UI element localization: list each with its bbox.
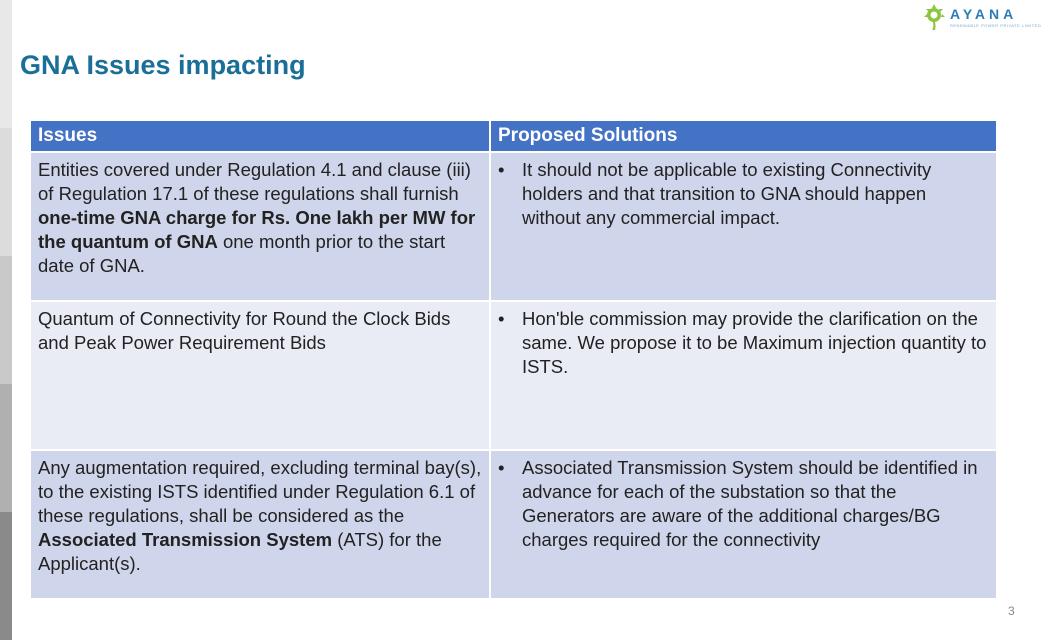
solution-cell: • Hon'ble commission may provide the clarification on the same. We propose it to be Maximum injection quantity to ISTS. [490, 301, 997, 450]
table-row [31, 450, 997, 598]
company-logo [920, 0, 1041, 34]
bullet-icon: • [498, 308, 505, 329]
header-proposed-solutions: Proposed Solutions [490, 121, 997, 152]
page-title: GNA Issues impacting [20, 50, 306, 80]
solution-cell: • Associated Transmission System should be identified in advance for each of the substation so that the Generators are aware of the additional charges/BG charges required for the connectivity [490, 450, 997, 598]
side-decoration-strip [0, 0, 12, 640]
logo-name: AYANA [950, 6, 1018, 22]
table-row [31, 301, 997, 450]
issue-cell: Entities covered under Regulation 4.1 and clause (iii) of Regulation 17.1 of these regulations shall furnish one-time GNA charge for Rs. One lakh per MW for the quantum of GNA one month prior to the start date of GNA. [31, 152, 490, 301]
table-header-row [31, 121, 997, 152]
solution-cell: • It should not be applicable to existing Connectivity holders and that transition to GNA should happen without any commercial impact. [490, 152, 997, 301]
leaf-sun-icon [922, 1, 948, 31]
header-issues: Issues [31, 121, 490, 152]
issue-cell: Any augmentation required, excluding terminal bay(s), to the existing ISTS identified under Regulation 6.1 of these regulations, shall be considered as the Associated Transmission System (ATS) for the Applicant(s). [31, 450, 490, 598]
table-row [31, 152, 997, 301]
bullet-icon: • [498, 159, 505, 180]
issues-table [31, 121, 998, 598]
issue-cell: Quantum of Connectivity for Round the Clock Bids and Peak Power Requirement Bids [31, 301, 490, 450]
page-number: 3 [1008, 604, 1015, 618]
logo-tagline: RENEWABLE POWER PRIVATE LIMITED [950, 23, 1041, 28]
bullet-icon: • [498, 457, 505, 478]
